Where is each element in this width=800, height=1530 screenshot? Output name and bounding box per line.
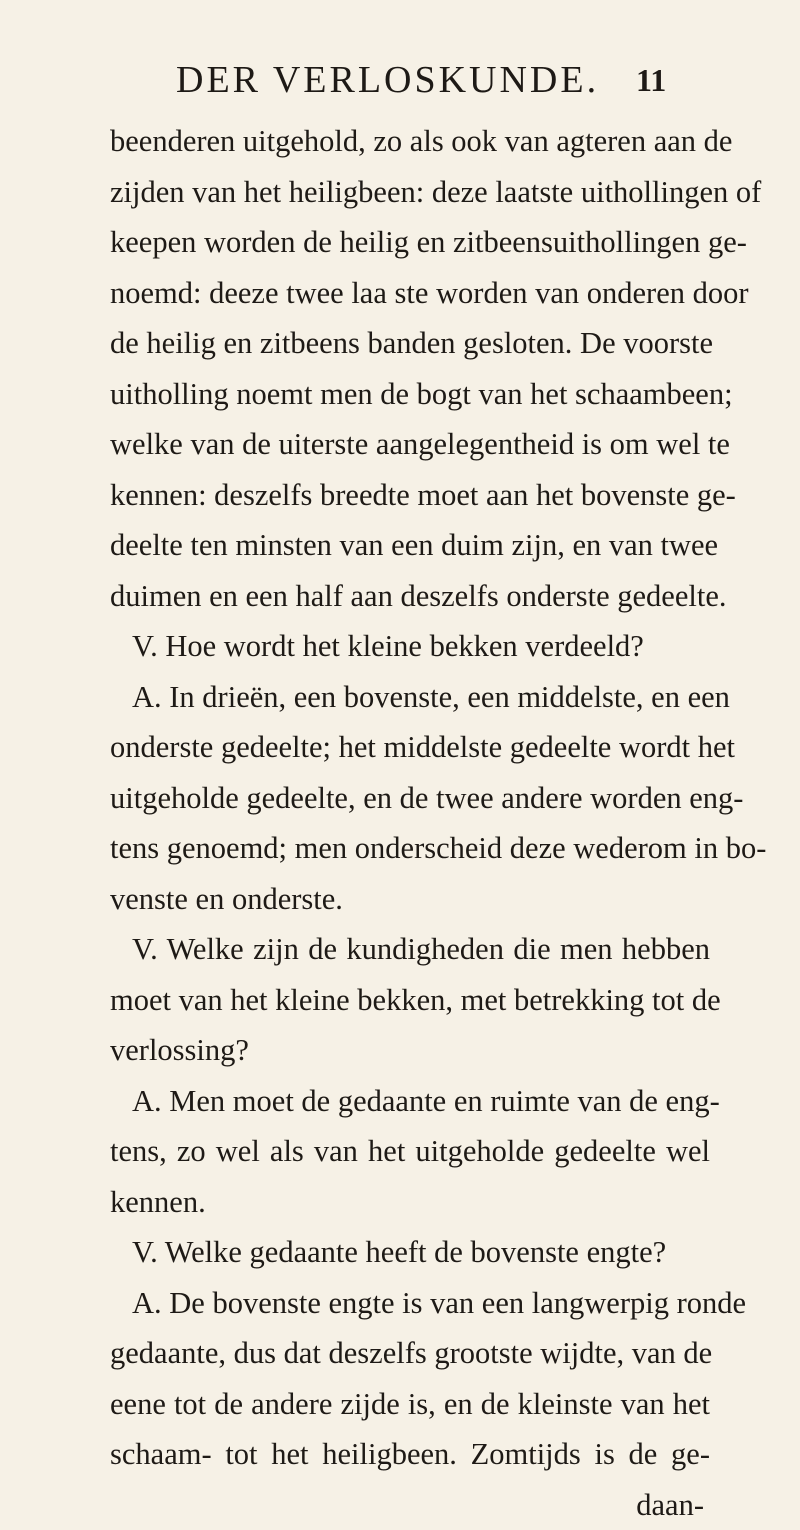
text-line: eene tot de andere zijde is, en de kleinste van het: [110, 1379, 710, 1430]
question-line: V. Welke zijn de kundigheden die men hebben: [110, 924, 710, 975]
text-line: noemd: deeze twee laa ste worden van onderen door: [110, 268, 710, 319]
running-head: DER VERLOSKUNDE.: [176, 58, 599, 102]
text-line: onderste gedeelte; het middelste gedeelte wordt het: [110, 722, 710, 773]
text-line: welke van de uiterste aangelegentheid is om wel te: [110, 419, 710, 470]
text-line: verlossing?: [110, 1025, 710, 1076]
body-text: [110, 116, 710, 1530]
text-line: duimen en een half aan deszelfs onderste gedeelte.: [110, 571, 710, 622]
answer-line: A. Men moet de gedaante en ruimte van de eng-: [110, 1076, 710, 1127]
text-line: beenderen uitgehold, zo als ook van agteren aan de: [110, 116, 710, 167]
question-line: V. Welke gedaante heeft de bovenste engte?: [110, 1227, 710, 1278]
text-line: zijden van het heiligbeen: deze laatste uithollingen of: [110, 167, 710, 218]
text-line: tens, zo wel als van het uitgeholde gedeelte wel: [110, 1126, 710, 1177]
answer-line: A. In drieën, een bovenste, een middelste, en een: [110, 672, 710, 723]
text-line: de heilig en zitbeens banden gesloten. De voorste: [110, 318, 710, 369]
text-line: uitholling noemt men de bogt van het schaambeen;: [110, 369, 710, 420]
text-line: keepen worden de heilig en zitbeensuithollingen ge-: [110, 217, 710, 268]
text-line: moet van het kleine bekken, met betrekking tot de: [110, 975, 710, 1026]
question-line: V. Hoe wordt het kleine bekken verdeeld?: [110, 621, 710, 672]
text-line: venste en onderste.: [110, 874, 710, 925]
page-header: [0, 58, 800, 108]
text-line: kennen: deszelfs breedte moet aan het bovenste ge-: [110, 470, 710, 521]
page-number: 11: [636, 62, 666, 99]
text-line: tens genoemd; men onderscheid deze wederom in bo-: [110, 823, 710, 874]
text-line: deelte ten minsten van een duim zijn, en van twee: [110, 520, 710, 571]
text-line: gedaante, dus dat deszelfs grootste wijdte, van de: [110, 1328, 710, 1379]
text-line: uitgeholde gedeelte, en de twee andere worden eng-: [110, 773, 710, 824]
text-line: kennen.: [110, 1177, 710, 1228]
answer-line: A. De bovenste engte is van een langwerpig ronde: [110, 1278, 710, 1329]
catchword: daan-: [110, 1480, 710, 1530]
text-line: schaam- tot het heiligbeen. Zomtijds is de ge-: [110, 1429, 710, 1480]
